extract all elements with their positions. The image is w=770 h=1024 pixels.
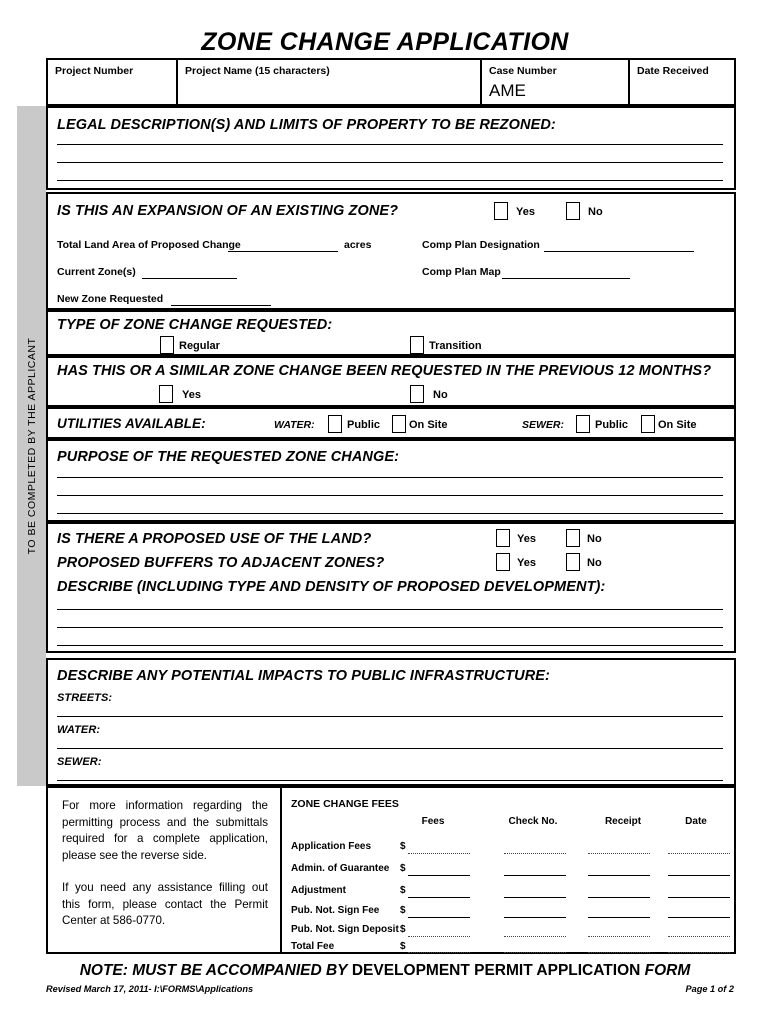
fee-row-label: Admin. of Guarantee xyxy=(291,863,390,874)
previous-request-no-checkbox[interactable] xyxy=(410,385,424,403)
legal-description-title: LEGAL DESCRIPTION(S) AND LIMITS OF PROPERTY TO BE REZONED: xyxy=(57,117,556,133)
fee-date-input[interactable] xyxy=(668,875,730,876)
utilities-section xyxy=(46,407,736,439)
type-transition-checkbox[interactable] xyxy=(410,336,424,354)
proposed-buffers-no-checkbox[interactable] xyxy=(566,553,580,571)
date-received-label: Date Received xyxy=(637,65,709,77)
comp-plan-designation-label: Comp Plan Designation xyxy=(422,239,540,251)
describe-development-line-1[interactable] xyxy=(57,609,723,610)
applicant-section-bar xyxy=(17,106,46,786)
legal-description-line-2[interactable] xyxy=(57,162,723,163)
fees-title: ZONE CHANGE FEES xyxy=(291,798,399,810)
fee-amount-input[interactable] xyxy=(408,853,470,854)
describe-development-line-3[interactable] xyxy=(57,645,723,646)
case-number-cell[interactable] xyxy=(482,60,630,104)
previous-request-yes-label: Yes xyxy=(182,389,201,401)
previous-request-section xyxy=(46,356,736,407)
sewer-public-label: Public xyxy=(595,419,629,431)
current-zones-input[interactable] xyxy=(142,278,237,279)
type-regular-label: Regular xyxy=(179,340,220,352)
type-of-change-title: TYPE OF ZONE CHANGE REQUESTED: xyxy=(57,317,333,333)
previous-request-title: HAS THIS OR A SIMILAR ZONE CHANGE BEEN REQUESTED IN THE PREVIOUS 12 MONTHS? xyxy=(57,363,712,379)
purpose-section xyxy=(46,439,736,522)
proposed-use-yes-checkbox[interactable] xyxy=(496,529,510,547)
purpose-line-2[interactable] xyxy=(57,495,723,496)
fee-receipt-input[interactable] xyxy=(588,875,650,876)
fee-row-label: Total Fee xyxy=(291,941,335,952)
fee-row-label: Adjustment xyxy=(291,885,346,896)
info-paragraph-1: For more information regarding the permitting process and the submittals required for a complete application, please see the reverse side. xyxy=(62,799,268,862)
fee-row-label: Application Fees xyxy=(291,841,372,852)
proposed-use-yes-label: Yes xyxy=(517,533,536,545)
date-received-cell[interactable] xyxy=(630,60,734,104)
expansion-no-label: No xyxy=(588,206,603,218)
project-number-cell[interactable] xyxy=(48,60,178,104)
legal-description-line-1[interactable] xyxy=(57,144,723,145)
describe-development-line-2[interactable] xyxy=(57,627,723,628)
comp-plan-map-input[interactable] xyxy=(502,278,630,279)
case-number-value: AME xyxy=(489,81,526,100)
proposed-use-no-label: No xyxy=(587,533,602,545)
sewer-onsite-label: On Site xyxy=(658,419,697,431)
fee-check-no-input[interactable] xyxy=(504,897,566,898)
fee-receipt-input[interactable] xyxy=(588,936,650,937)
total-land-area-label: Total Land Area of Proposed Change xyxy=(57,239,241,251)
utilities-sewer-label: SEWER: xyxy=(522,419,564,431)
fee-amount-input[interactable] xyxy=(408,897,470,898)
info-fees-divider xyxy=(280,788,282,952)
type-of-change-section xyxy=(46,310,736,356)
fee-check-no-input[interactable] xyxy=(504,853,566,854)
impacts-title: DESCRIBE ANY POTENTIAL IMPACTS TO PUBLIC INFRASTRUCTURE: xyxy=(57,668,550,684)
page-title: ZONE CHANGE APPLICATION xyxy=(201,28,569,56)
impacts-streets-label: STREETS: xyxy=(57,692,113,704)
expansion-no-checkbox[interactable] xyxy=(566,202,580,220)
fee-dollar-sign: $ xyxy=(400,905,406,916)
project-name-cell[interactable] xyxy=(178,60,482,104)
impacts-section xyxy=(46,658,736,786)
type-transition-label: Transition xyxy=(429,340,482,352)
fee-check-no-input[interactable] xyxy=(504,917,566,918)
purpose-title: PURPOSE OF THE REQUESTED ZONE CHANGE: xyxy=(57,449,400,465)
legal-description-line-3[interactable] xyxy=(57,180,723,181)
fee-receipt-input[interactable] xyxy=(588,917,650,918)
info-paragraph-2: If you need any assistance filling out this form, please contact the Permit Center at 586-0770. xyxy=(62,881,268,927)
project-name-label: Project Name (15 characters) xyxy=(185,65,330,77)
fee-check-no-input[interactable] xyxy=(504,936,566,937)
fee-amount-input[interactable] xyxy=(408,936,470,937)
fee-dollar-sign: $ xyxy=(400,941,406,952)
comp-plan-designation-input[interactable] xyxy=(544,251,694,252)
impacts-sewer-label: SEWER: xyxy=(57,756,102,768)
fee-amount-input[interactable] xyxy=(408,875,470,876)
utilities-title: UTILITIES AVAILABLE: xyxy=(57,416,206,431)
fee-date-input[interactable] xyxy=(668,897,730,898)
previous-request-yes-checkbox[interactable] xyxy=(159,385,173,403)
utilities-water-label: WATER: xyxy=(274,419,315,431)
type-regular-checkbox[interactable] xyxy=(160,336,174,354)
fee-date-input[interactable] xyxy=(668,853,730,854)
impacts-water-label: WATER: xyxy=(57,724,101,736)
proposed-buffers-yes-label: Yes xyxy=(517,557,536,569)
footer-page-number: Page 1 of 2 xyxy=(685,984,734,994)
impacts-sewer-line[interactable] xyxy=(57,780,723,781)
water-public-checkbox[interactable] xyxy=(328,415,342,433)
fee-dollar-sign: $ xyxy=(400,885,406,896)
purpose-line-1[interactable] xyxy=(57,477,723,478)
fee-dollar-sign: $ xyxy=(400,863,406,874)
footer-note xyxy=(0,962,770,980)
fee-check-no-input[interactable] xyxy=(504,875,566,876)
expansion-section xyxy=(46,192,736,310)
fee-row-label: Pub. Not. Sign Deposit xyxy=(291,924,399,935)
footer-revision: Revised March 17, 2011- I:\FORMS\Applications xyxy=(46,984,254,994)
fee-date-input[interactable] xyxy=(668,917,730,918)
proposed-use-no-checkbox[interactable] xyxy=(566,529,580,547)
case-number-label: Case Number xyxy=(489,65,557,77)
expansion-title: IS THIS AN EXPANSION OF AN EXISTING ZONE? xyxy=(57,203,399,219)
sewer-public-checkbox[interactable] xyxy=(576,415,590,433)
header-info-row xyxy=(46,58,736,106)
footer-note-part3: FORM xyxy=(644,962,691,979)
fee-amount-input[interactable] xyxy=(408,952,470,953)
current-zones-label: Current Zone(s) xyxy=(57,266,136,278)
proposed-buffers-no-label: No xyxy=(587,557,602,569)
footer-note-part2: DEVELOPMENT PERMIT APPLICATION xyxy=(347,962,645,979)
fees-column-header-check-no: Check No. xyxy=(508,816,558,827)
info-and-fees-section xyxy=(46,786,736,954)
fee-receipt-input[interactable] xyxy=(588,897,650,898)
expansion-yes-checkbox[interactable] xyxy=(494,202,508,220)
water-public-label: Public xyxy=(347,419,381,431)
fees-column-header-date: Date xyxy=(685,816,707,827)
sewer-onsite-checkbox[interactable] xyxy=(641,415,655,433)
expansion-yes-label: Yes xyxy=(516,206,535,218)
fee-date-input[interactable] xyxy=(668,936,730,937)
fee-row-label: Pub. Not. Sign Fee xyxy=(291,905,380,916)
project-number-label: Project Number xyxy=(55,65,134,77)
legal-description-section xyxy=(46,106,736,190)
total-land-area-input[interactable] xyxy=(228,251,338,252)
footer-note-part1: NOTE: MUST BE ACCOMPANIED BY xyxy=(79,962,348,979)
comp-plan-map-label: Comp Plan Map xyxy=(422,266,501,278)
fee-dollar-sign: $ xyxy=(400,841,406,852)
fee-amount-input[interactable] xyxy=(408,917,470,918)
fees-column-header-fees: Fees xyxy=(421,816,445,827)
fee-dollar-sign: $ xyxy=(400,924,406,935)
fee-receipt-input[interactable] xyxy=(588,853,650,854)
fees-column-header-receipt: Receipt xyxy=(604,816,642,827)
new-zone-requested-label: New Zone Requested xyxy=(57,293,164,305)
water-onsite-label: On Site xyxy=(409,419,448,431)
proposed-use-section xyxy=(46,522,736,653)
describe-development-title: DESCRIBE (INCLUDING TYPE AND DENSITY OF PROPOSED DEVELOPMENT): xyxy=(57,579,606,595)
proposed-buffers-title: PROPOSED BUFFERS TO ADJACENT ZONES? xyxy=(57,555,385,571)
acres-label: acres xyxy=(344,239,372,251)
previous-request-no-label: No xyxy=(433,389,448,401)
new-zone-requested-input[interactable] xyxy=(171,305,271,306)
water-onsite-checkbox[interactable] xyxy=(392,415,406,433)
impacts-water-line[interactable] xyxy=(57,748,723,749)
proposed-buffers-yes-checkbox[interactable] xyxy=(496,553,510,571)
applicant-section-label: TO BE COMPLETED BY THE APPLICANT xyxy=(25,337,38,555)
fee-check-no-input[interactable] xyxy=(504,952,566,953)
proposed-use-title: IS THERE A PROPOSED USE OF THE LAND? xyxy=(57,531,372,547)
fee-receipt-input[interactable] xyxy=(588,952,650,953)
impacts-streets-line[interactable] xyxy=(57,716,723,717)
fee-date-input[interactable] xyxy=(668,952,730,953)
purpose-line-3[interactable] xyxy=(57,513,723,514)
